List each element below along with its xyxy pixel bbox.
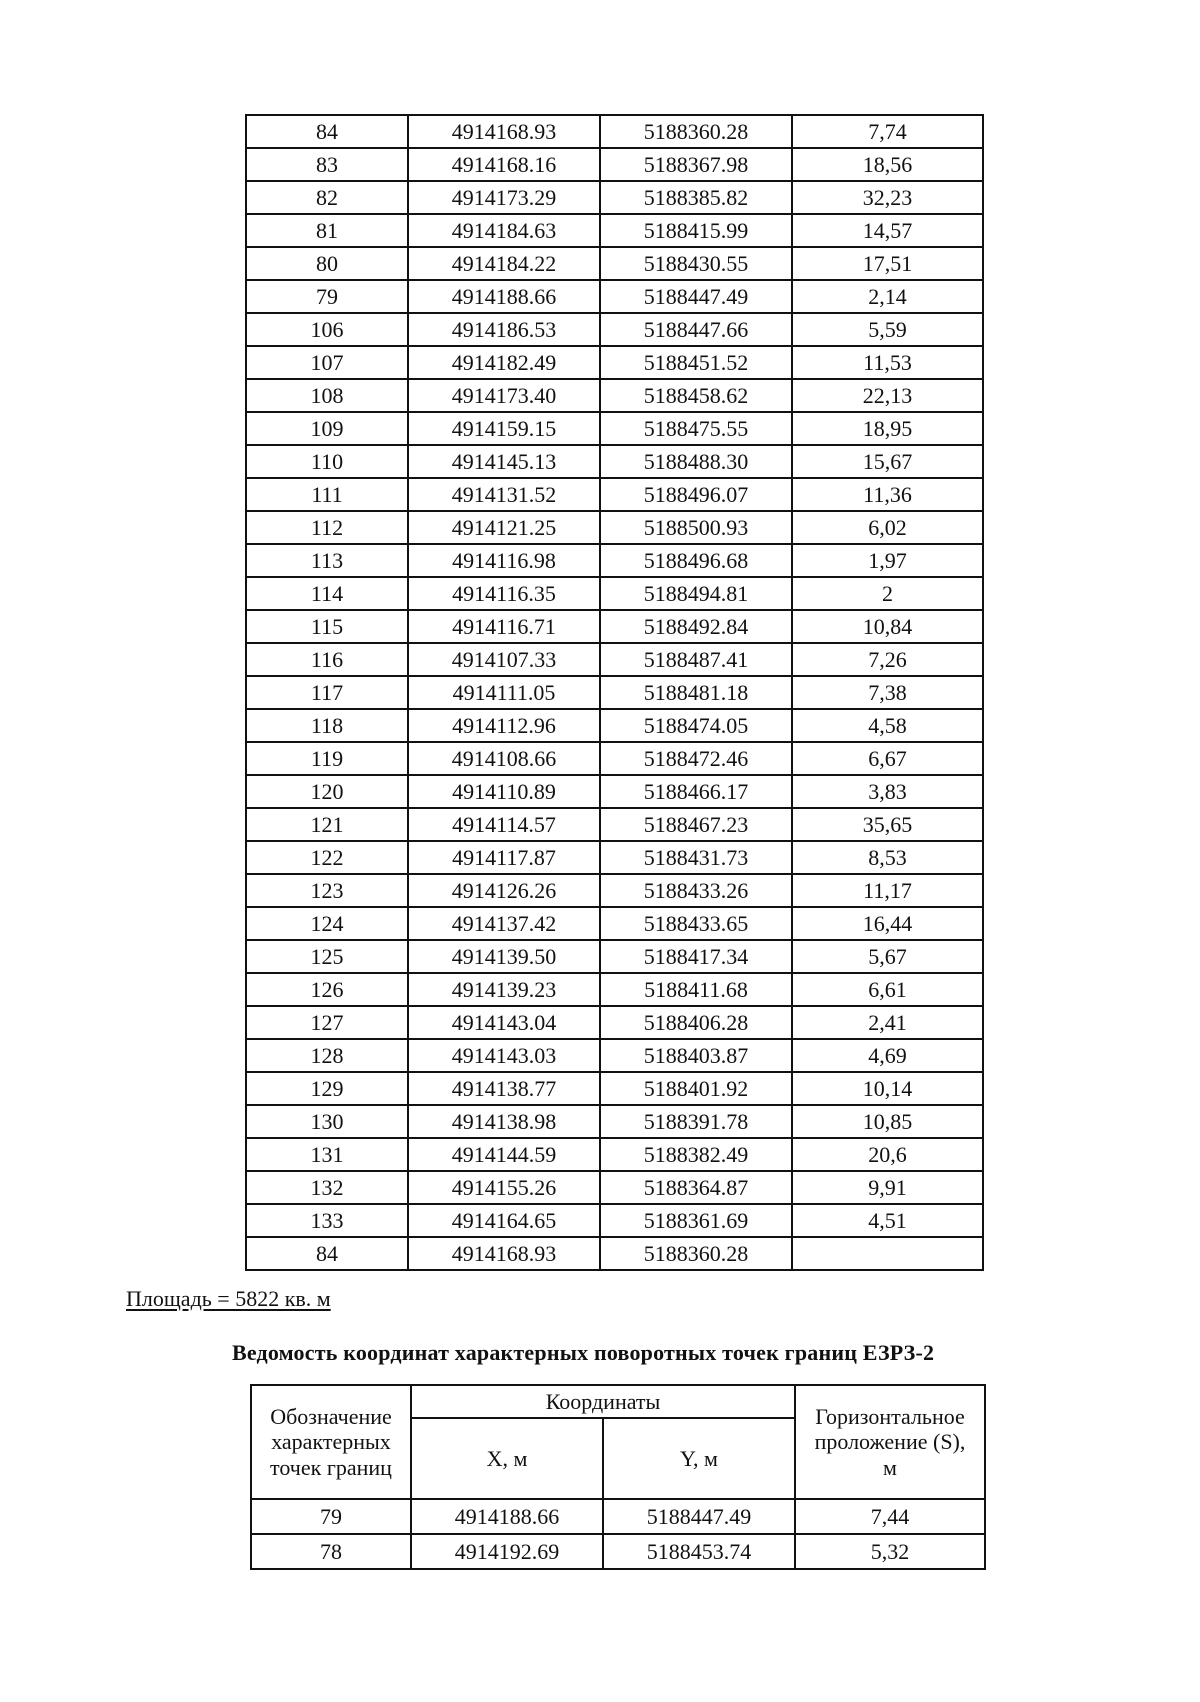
table-row [246, 808, 983, 841]
point-number-cell: 120 [246, 775, 408, 808]
x-coordinate-cell: 4914117.87 [408, 841, 600, 874]
table-row [246, 445, 983, 478]
y-coordinate-cell: 5188474.05 [600, 709, 792, 742]
table-row [246, 1204, 983, 1237]
distance-cell: 11,36 [792, 478, 983, 511]
table-row [246, 1072, 983, 1105]
distance-cell: 4,58 [792, 709, 983, 742]
y-coordinate-cell: 5188481.18 [600, 676, 792, 709]
point-number-cell: 118 [246, 709, 408, 742]
table-row [246, 313, 983, 346]
x-coordinate-cell: 4914159.15 [408, 412, 600, 445]
x-coordinate-cell: 4914116.71 [408, 610, 600, 643]
distance-cell: 20,6 [792, 1138, 983, 1171]
point-number-cell: 106 [246, 313, 408, 346]
distance-cell: 9,91 [792, 1171, 983, 1204]
x-coordinate-cell: 4914110.89 [408, 775, 600, 808]
table-row [246, 511, 983, 544]
point-designation-header: Обозначение характерных точек границ [251, 1385, 411, 1499]
x-coordinate-cell: 4914168.93 [408, 1237, 600, 1270]
coordinates-table-continued [245, 114, 984, 1271]
table-row [246, 676, 983, 709]
x-coordinate-cell: 4914111.05 [408, 676, 600, 709]
table-row [251, 1534, 985, 1569]
y-coordinate-cell: 5188458.62 [600, 379, 792, 412]
point-number-cell: 84 [246, 115, 408, 148]
x-coordinate-cell: 4914173.40 [408, 379, 600, 412]
ezrz-table-body [251, 1499, 985, 1569]
section-title: Ведомость координат характерных поворотных точек границ ЕЗРЗ-2 [232, 1340, 935, 1365]
y-coordinate-cell: 5188415.99 [600, 214, 792, 247]
y-coordinate-cell: 5188433.65 [600, 907, 792, 940]
table-row [246, 973, 983, 1006]
x-coordinate-cell: 4914121.25 [408, 511, 600, 544]
distance-cell: 32,23 [792, 181, 983, 214]
table-row [246, 709, 983, 742]
point-number-cell: 121 [246, 808, 408, 841]
x-coordinate-cell: 4914182.49 [408, 346, 600, 379]
point-number-cell: 119 [246, 742, 408, 775]
x-coordinate-cell: 4914116.98 [408, 544, 600, 577]
x-coordinate-cell: 4914143.03 [408, 1039, 600, 1072]
table-row [246, 1138, 983, 1171]
distance-cell: 17,51 [792, 247, 983, 280]
x-coordinate-header: X, м [411, 1418, 603, 1499]
distance-cell: 11,53 [792, 346, 983, 379]
distance-cell: 10,84 [792, 610, 983, 643]
y-coordinate-cell: 5188385.82 [600, 181, 792, 214]
table-row [246, 181, 983, 214]
x-coordinate-cell: 4914192.69 [411, 1534, 603, 1569]
table-row [246, 940, 983, 973]
distance-cell: 2,41 [792, 1006, 983, 1039]
y-coordinate-cell: 5188382.49 [600, 1138, 792, 1171]
distance-cell: 6,61 [792, 973, 983, 1006]
point-number-cell: 107 [246, 346, 408, 379]
horizontal-distance-header: Горизонтальное проложение (S), м [795, 1385, 985, 1499]
x-coordinate-cell: 4914116.35 [408, 577, 600, 610]
x-coordinate-cell: 4914131.52 [408, 478, 600, 511]
x-coordinate-cell: 4914107.33 [408, 643, 600, 676]
y-coordinate-cell: 5188430.55 [600, 247, 792, 280]
table-row [246, 610, 983, 643]
y-coordinate-cell: 5188475.55 [600, 412, 792, 445]
table-row [246, 346, 983, 379]
point-number-cell: 110 [246, 445, 408, 478]
distance-cell: 5,67 [792, 940, 983, 973]
y-coordinate-cell: 5188360.28 [600, 115, 792, 148]
table-row [246, 1105, 983, 1138]
table-row [246, 775, 983, 808]
y-coordinate-cell: 5188433.26 [600, 874, 792, 907]
point-number-cell: 82 [246, 181, 408, 214]
y-coordinate-cell: 5188496.07 [600, 478, 792, 511]
distance-cell: 15,67 [792, 445, 983, 478]
point-number-cell: 108 [246, 379, 408, 412]
distance-cell: 18,95 [792, 412, 983, 445]
point-number-cell: 79 [246, 280, 408, 313]
point-number-cell: 132 [246, 1171, 408, 1204]
y-coordinate-cell: 5188494.81 [600, 577, 792, 610]
table-row [246, 1171, 983, 1204]
table-row [246, 577, 983, 610]
y-coordinate-cell: 5188492.84 [600, 610, 792, 643]
x-coordinate-cell: 4914145.13 [408, 445, 600, 478]
x-coordinate-cell: 4914184.63 [408, 214, 600, 247]
x-coordinate-cell: 4914139.50 [408, 940, 600, 973]
table-row [246, 412, 983, 445]
y-coordinate-cell: 5188496.68 [600, 544, 792, 577]
y-coordinate-cell: 5188360.28 [600, 1237, 792, 1270]
ezrz-table-header [251, 1385, 985, 1499]
x-coordinate-cell: 4914126.26 [408, 874, 600, 907]
point-number-cell: 109 [246, 412, 408, 445]
table-row [246, 1039, 983, 1072]
point-number-cell: 112 [246, 511, 408, 544]
point-number-cell: 133 [246, 1204, 408, 1237]
distance-cell: 1,97 [792, 544, 983, 577]
ezrz-2-coordinates-table [250, 1384, 986, 1570]
y-coordinate-cell: 5188447.49 [600, 280, 792, 313]
point-number-cell: 125 [246, 940, 408, 973]
distance-cell: 3,83 [792, 775, 983, 808]
y-coordinate-cell: 5188447.66 [600, 313, 792, 346]
distance-cell: 7,38 [792, 676, 983, 709]
y-coordinate-cell: 5188406.28 [600, 1006, 792, 1039]
distance-cell: 16,44 [792, 907, 983, 940]
y-coordinate-cell: 5188401.92 [600, 1072, 792, 1105]
point-number-cell: 79 [251, 1499, 411, 1534]
table-row [251, 1499, 985, 1534]
y-coordinate-cell: 5188451.52 [600, 346, 792, 379]
x-coordinate-cell: 4914139.23 [408, 973, 600, 1006]
distance-cell [792, 1237, 983, 1270]
distance-cell: 5,59 [792, 313, 983, 346]
point-number-cell: 84 [246, 1237, 408, 1270]
point-number-cell: 130 [246, 1105, 408, 1138]
table-row [246, 544, 983, 577]
table-row [246, 214, 983, 247]
x-coordinate-cell: 4914137.42 [408, 907, 600, 940]
y-coordinate-cell: 5188488.30 [600, 445, 792, 478]
y-coordinate-cell: 5188361.69 [600, 1204, 792, 1237]
distance-cell: 8,53 [792, 841, 983, 874]
x-coordinate-cell: 4914168.16 [408, 148, 600, 181]
y-coordinate-cell: 5188391.78 [600, 1105, 792, 1138]
x-coordinate-cell: 4914112.96 [408, 709, 600, 742]
distance-cell: 10,14 [792, 1072, 983, 1105]
y-coordinate-cell: 5188364.87 [600, 1171, 792, 1204]
coordinates-table-body [246, 115, 983, 1270]
y-coordinate-cell: 5188487.41 [600, 643, 792, 676]
table-row [246, 247, 983, 280]
distance-cell: 7,74 [792, 115, 983, 148]
point-number-cell: 80 [246, 247, 408, 280]
x-coordinate-cell: 4914138.98 [408, 1105, 600, 1138]
table-row [246, 478, 983, 511]
x-coordinate-cell: 4914188.66 [411, 1499, 603, 1534]
table-row [246, 115, 983, 148]
distance-cell: 6,02 [792, 511, 983, 544]
point-number-cell: 78 [251, 1534, 411, 1569]
x-coordinate-cell: 4914164.65 [408, 1204, 600, 1237]
x-coordinate-cell: 4914144.59 [408, 1138, 600, 1171]
point-number-cell: 83 [246, 148, 408, 181]
y-coordinate-cell: 5188467.23 [600, 808, 792, 841]
x-coordinate-cell: 4914168.93 [408, 115, 600, 148]
y-coordinate-cell: 5188447.49 [603, 1499, 795, 1534]
y-coordinate-cell: 5188403.87 [600, 1039, 792, 1072]
x-coordinate-cell: 4914138.77 [408, 1072, 600, 1105]
distance-cell: 14,57 [792, 214, 983, 247]
point-number-cell: 114 [246, 577, 408, 610]
distance-cell: 5,32 [795, 1534, 985, 1569]
y-coordinate-header: Y, м [603, 1418, 795, 1499]
distance-cell: 7,26 [792, 643, 983, 676]
point-number-cell: 115 [246, 610, 408, 643]
table-row [246, 643, 983, 676]
table-row [246, 1006, 983, 1039]
distance-cell: 10,85 [792, 1105, 983, 1138]
y-coordinate-cell: 5188431.73 [600, 841, 792, 874]
x-coordinate-cell: 4914143.04 [408, 1006, 600, 1039]
point-number-cell: 124 [246, 907, 408, 940]
y-coordinate-cell: 5188453.74 [603, 1534, 795, 1569]
y-coordinate-cell: 5188417.34 [600, 940, 792, 973]
distance-cell: 11,17 [792, 874, 983, 907]
distance-cell: 4,69 [792, 1039, 983, 1072]
x-coordinate-cell: 4914173.29 [408, 181, 600, 214]
distance-cell: 4,51 [792, 1204, 983, 1237]
point-number-cell: 123 [246, 874, 408, 907]
distance-cell: 2 [792, 577, 983, 610]
table-row [246, 742, 983, 775]
x-coordinate-cell: 4914186.53 [408, 313, 600, 346]
point-number-cell: 113 [246, 544, 408, 577]
distance-cell: 2,14 [792, 280, 983, 313]
table-row [246, 379, 983, 412]
point-number-cell: 122 [246, 841, 408, 874]
distance-cell: 22,13 [792, 379, 983, 412]
point-number-cell: 127 [246, 1006, 408, 1039]
table-row [246, 841, 983, 874]
y-coordinate-cell: 5188472.46 [600, 742, 792, 775]
table-row [246, 148, 983, 181]
y-coordinate-cell: 5188367.98 [600, 148, 792, 181]
y-coordinate-cell: 5188411.68 [600, 973, 792, 1006]
point-number-cell: 117 [246, 676, 408, 709]
y-coordinate-cell: 5188500.93 [600, 511, 792, 544]
point-number-cell: 131 [246, 1138, 408, 1171]
x-coordinate-cell: 4914114.57 [408, 808, 600, 841]
table-row [246, 907, 983, 940]
x-coordinate-cell: 4914108.66 [408, 742, 600, 775]
distance-cell: 7,44 [795, 1499, 985, 1534]
point-number-cell: 129 [246, 1072, 408, 1105]
point-number-cell: 126 [246, 973, 408, 1006]
table-row [246, 1237, 983, 1270]
coordinates-header: Координаты [411, 1385, 795, 1418]
area-summary: Площадь = 5822 кв. м [126, 1286, 331, 1311]
x-coordinate-cell: 4914155.26 [408, 1171, 600, 1204]
y-coordinate-cell: 5188466.17 [600, 775, 792, 808]
point-number-cell: 116 [246, 643, 408, 676]
x-coordinate-cell: 4914184.22 [408, 247, 600, 280]
point-number-cell: 81 [246, 214, 408, 247]
distance-cell: 18,56 [792, 148, 983, 181]
point-number-cell: 111 [246, 478, 408, 511]
distance-cell: 6,67 [792, 742, 983, 775]
table-row [246, 280, 983, 313]
table-row [246, 874, 983, 907]
point-number-cell: 128 [246, 1039, 408, 1072]
x-coordinate-cell: 4914188.66 [408, 280, 600, 313]
distance-cell: 35,65 [792, 808, 983, 841]
